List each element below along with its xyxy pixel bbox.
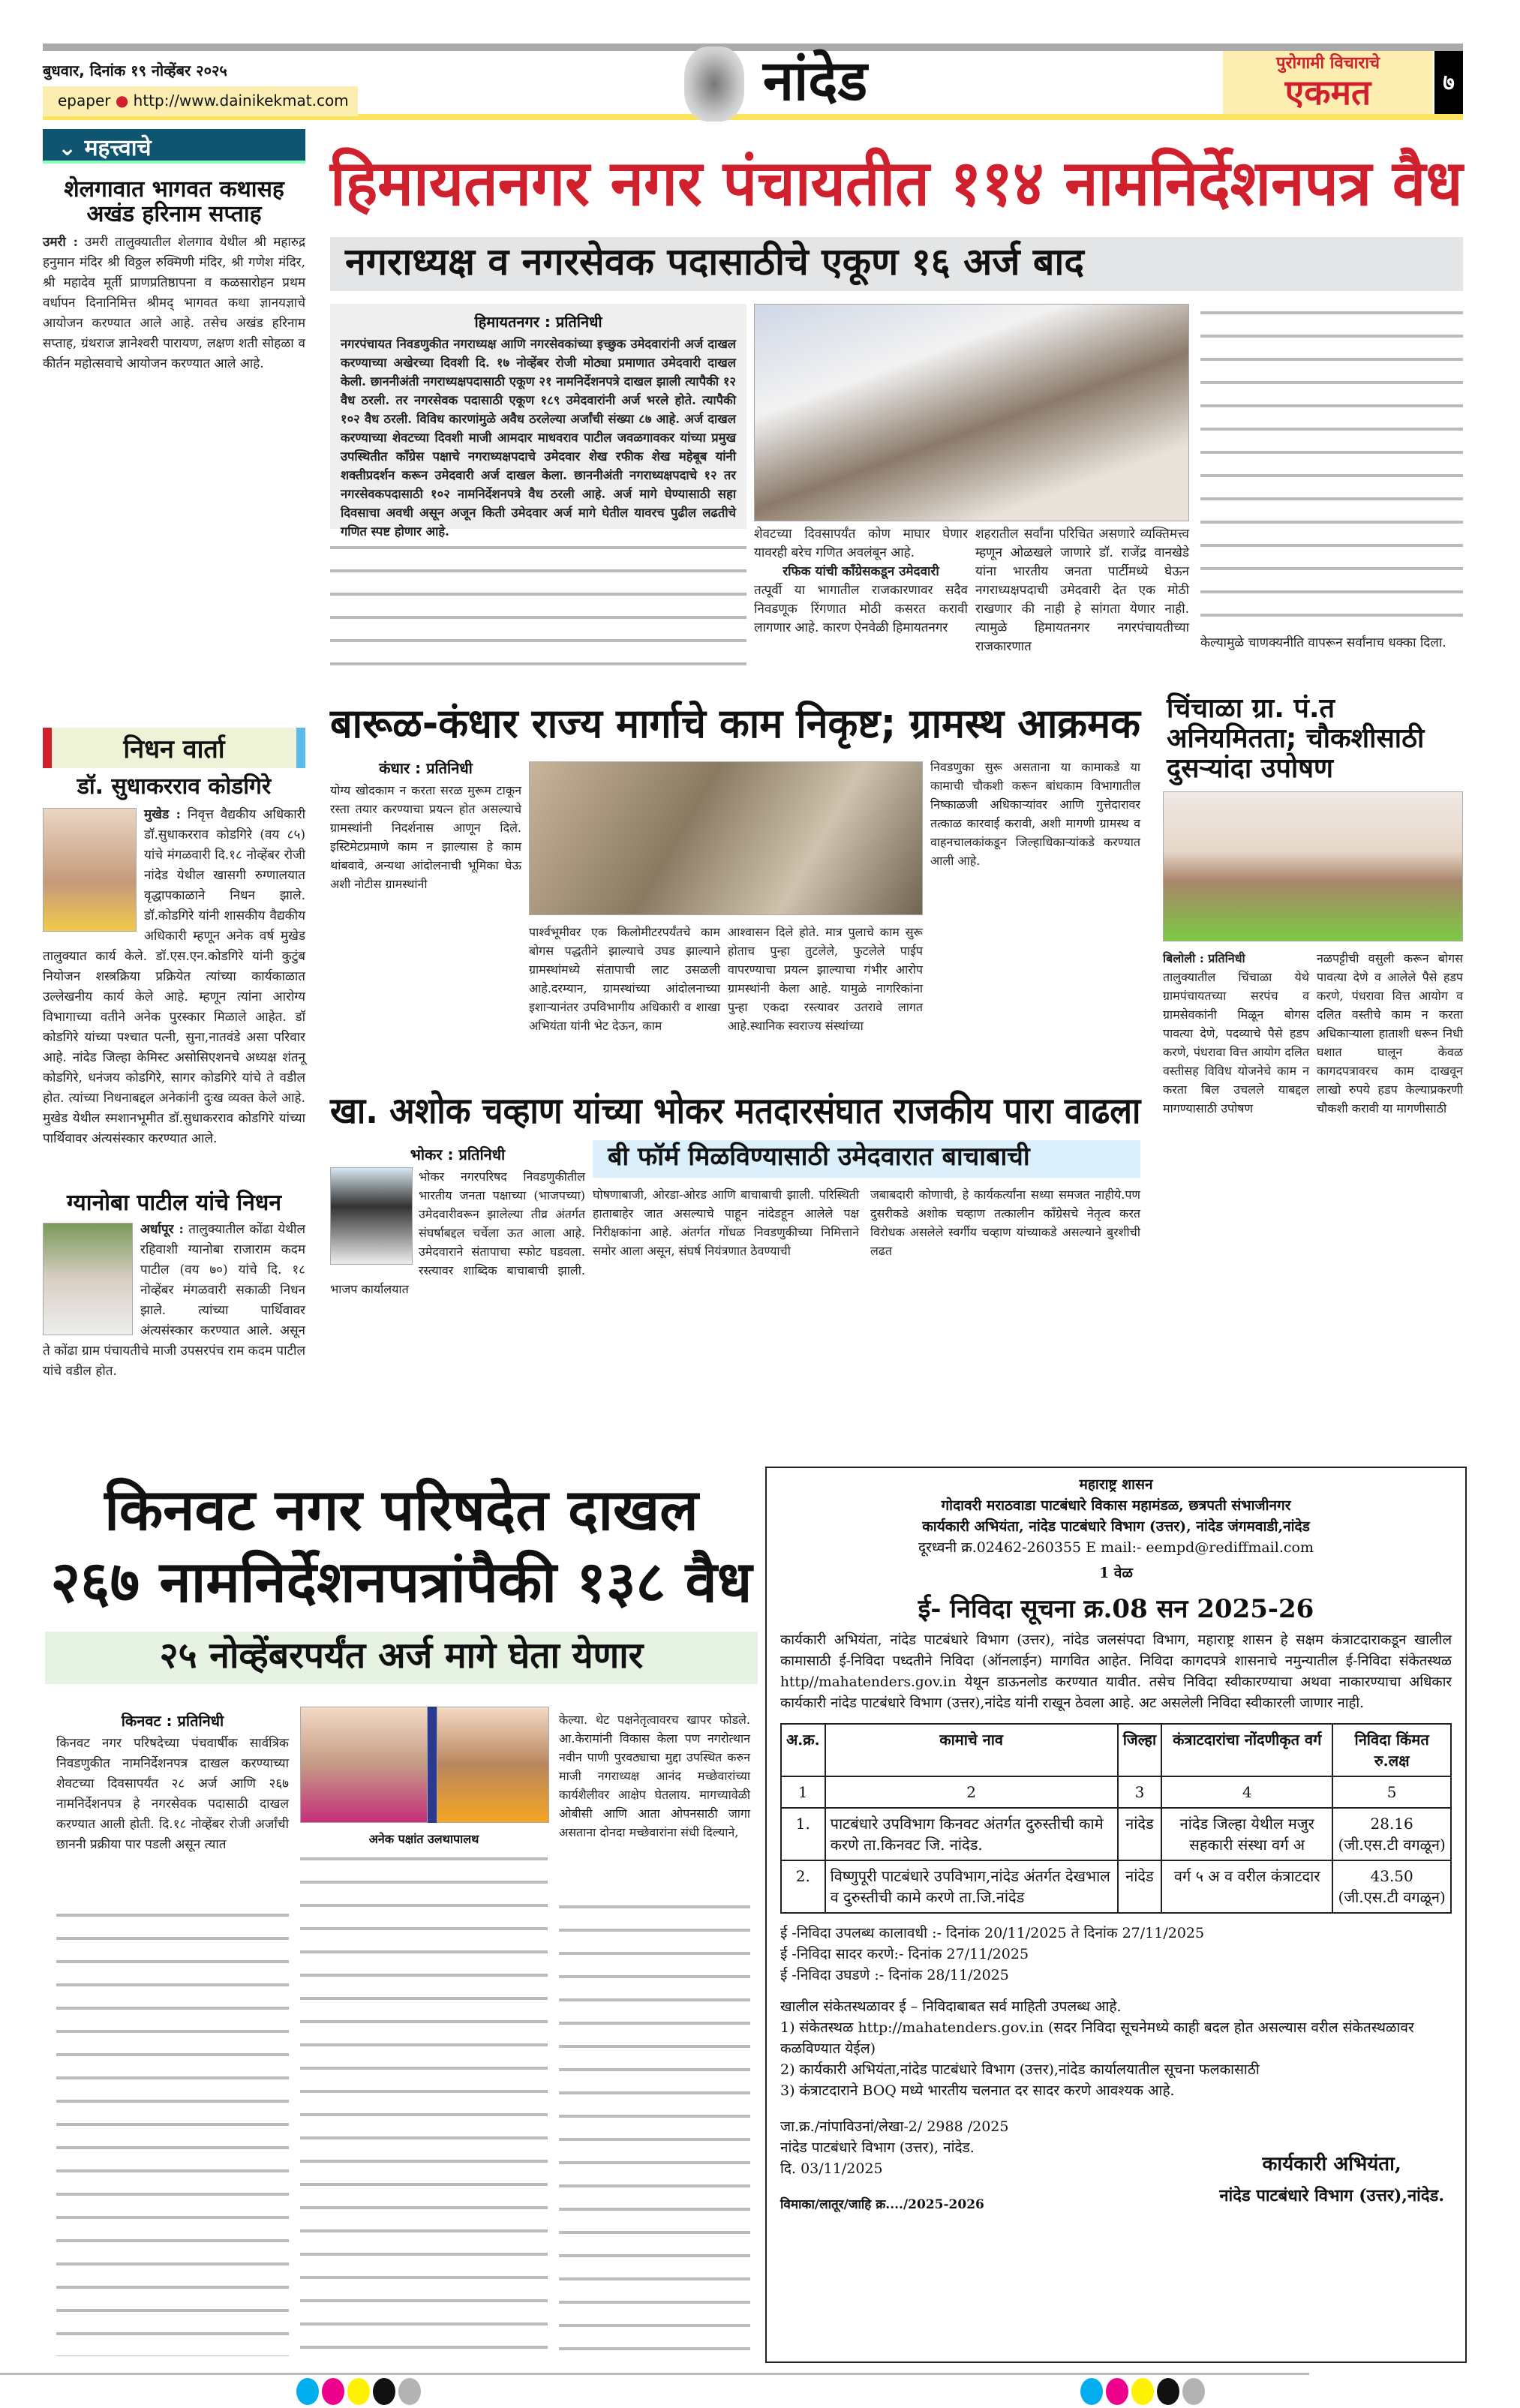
tender-info-item: 1) संकेतस्थळ http://mahatenders.gov.in (सदर निविदा सूचनेमध्ये काही बदल होत असल्यास वरील संकेतस्थळावर कळविण्यात येईल): [780, 2019, 1414, 2057]
tender-info-item: 2) कार्यकारी अभियंता,नांदेड पाटबंधारे विभाग (उत्तर),नांदेड कार्यालयातील सूचना फलकासाठी: [780, 2061, 1260, 2078]
registration-dot: [322, 2378, 344, 2405]
photo-caption: अनेक पक्षांत उलथापालथ: [368, 1832, 479, 1846]
obituary-name: डॉ. सुधाकरराव कोडगिरे: [77, 773, 272, 800]
story-body: उमरी : उमरी तालुक्यातील शेलगाव येथील श्री महारुद्र हनुमान मंदिर श्री विठ्ठल रुक्मिणी मंदिर, श्री गणेश मंदिर, श्री महादेव मूर्ती प्राणप्रतिष्ठापना व कळसारोहन प्रथम वर्धापन दिनानिमित्त श्रीमद् भागवत कथा ज्ञानयज्ञाचे आयोजन करण्यात आले आहे. तसेच अखंड हरिनाम सप्ताह, ग्रंथराज ज्ञानेश्वरी पारायण, लक्षण शती सोहळा व कीर्तन महोत्सवाचे आयोजन करण्यात आले आहे.: [43, 235, 305, 371]
epaper-link[interactable]: [43, 86, 358, 116]
kandhar-col4: निवडणुका सुरू असताना या कामाकडे या कामाची चौकशी करून बांधकाम विभागातील निष्काळजी अधिकाऱ्यांवर आणि गुत्तेदारावर तत्काळ कारवाई करावी, अशी मागणी ग्रामस्थ व वाहनचालकांकडून जिल्हाधिकाऱ्यांकडे करण्यात आली आहे.: [930, 760, 1140, 868]
tender-dates: [780, 1923, 1452, 1986]
table-column-number: 4: [1161, 1776, 1332, 1808]
table-cell: नांदेड जिल्हा येथील मजुर सहकारी संस्था वर्ग अ: [1161, 1808, 1332, 1860]
tender-notice: [765, 1467, 1467, 2363]
table-header: कंत्राटदारांचा नोंदणीकृत वर्ग: [1161, 1724, 1332, 1776]
table-cell: विष्णुपूरी पाटबंधारे उपविभाग,नांदेड अंतर्गत देखभाल व दुरुस्तीची कामे करणे ता.जि.नांदेड: [825, 1860, 1118, 1913]
bhokar-headline: खा. अशोक चव्हाण यांच्या भोकर मतदारसंघात राजकीय पारा वाढला: [330, 1090, 1141, 1132]
lead-body-text: [330, 539, 746, 666]
kinwat-col3: केल्या. थेट पक्षनेतृत्वावरच खापर फोडले. आ.केरामांनी विकास केला पण नगरोत्थान नवीन पाणी पुरवठ्याचा मुद्दा उपस्थित करुन माजी नगराध्यक्ष आनंद मच्छेवारांच्या कार्यशैलीवर आक्षेप घेतलाय. मागच्यावेळी ओबीसी आणि आता ओपनसाठी जागा असताना दोनदा मच्छेवारांना संधी दिल्याने,: [559, 1710, 750, 2363]
table-header: अ.क्र.: [781, 1724, 825, 1776]
registration-dot: [1157, 2378, 1179, 2405]
bhokar-col1: भोकर : प्रतिनिधी भोकर नगरपरिषद निवडणुकीतील भारतीय जनता पक्षाच्या (भाजपच्या) उमेदवारीवरून झालेल्या तीव्र अंतर्गत संघर्षाबद्दल चर्चेला ऊत आला आहे. उमेदवाराने संतापाचा स्फोट घडवला. रस्त्यावर शाब्दिक बाचाबाची झाली. भाजप कार्यालयात: [330, 1145, 585, 1296]
obituary-body: मुखेड : निवृत्त वैद्यकीय अधिकारी डॉ.सुधाकरराव कोडगिरे (वय ८५) यांचे मंगळवारी दि.१८ नोव्हेंबर रोजी नांदेड येथील खासगी रुग्णालयात वृद्धापकाळाने निधन झाले. डॉ.कोडगिरे यांनी शासकीय वैद्यकीय अधिकारी म्हणून अनेक वर्ष मुखेड तालुक्यात कार्य केले. डॉ.एस.एन.कोडगिरे यांनी कुटुंब नियोजन शस्त्रक्रिया प्रक्रियेत त्यांच्या कार्यकाळात उल्लेखनीय कार्य केले आहे. म्हणून त्यांना आरोग्य विभागाच्या वतीने अनेक पुरस्कार मिळाले आहेत. डॉ कोडगिरे यांच्या पश्चात पत्नी, सुना,नातवंडे असा परिवार आहे. नांदेड जिल्हा केमिस्ट असोसिएशनचे अध्यक्ष शंतनू कोडगिरे, धनंजय कोडगिरे, सागर कोडगिरे यांचे ते वडील होत. त्यांच्या निधनाबद्दल अनेकांनी दुःख व्यक्त केले आहे. मुखेड येथील स्मशानभूमीत डॉ.सुधाकरराव कोडगिरे यांच्या पार्थिवावर अंत्यसंस्कार करण्यात आले.: [43, 807, 305, 1146]
kinwat-col-middle: [300, 1830, 548, 2363]
tender-org-1: महाराष्ट्र शासन: [1079, 1476, 1153, 1493]
masthead: [43, 44, 1463, 120]
table-cell: वर्ग ५ अ व वरील कंत्राटदार: [1161, 1860, 1332, 1913]
edition-title: नांदेड: [763, 49, 868, 113]
registration-dot: [373, 2378, 395, 2405]
table-column-number: 3: [1118, 1776, 1161, 1808]
bhokar-col2: घोषणाबाजी, ओरडा-ओरड आणि बाचाबाची झाली. परिस्थिती हाताबाहेर जात असल्याचे पाहून नांदेडहून आलेले पक्ष निरीक्षकांना आहे. अंतर्गत गोंधळ निवडणुकीच्या निमित्ताने समोर आला असून, संघर्ष नियंत्रणात ठेवण्याची: [593, 1187, 859, 1258]
table-column-number: 2: [825, 1776, 1118, 1808]
nanded-logo-emblem-icon: [684, 47, 744, 122]
obituary-body: अर्धापूर : तालुक्यातील कोंढा येथील रहिवाशी ग्यानोबा राजाराम कदम पाटील (वय ७०) यांचे दि. १८ नोव्हेंबर मंगळवारी सकाळी निधन झाले. त्यांच्या पार्थिवावर अंत्यसंस्कार करण्यात आले. असून ते कोंढा ग्राम पंचायतीचे माजी उपसरपंच राम कदम पाटील यांचे वडील होत.: [43, 1222, 305, 1379]
tender-ref-date: दि. 03/11/2025: [780, 2160, 883, 2177]
tender-org-3: कार्यकारी अभियंता, नांदेड पाटबंधारे विभाग (उत्तर), नांदेड जंगमवाडी,नांदेड: [922, 1518, 1310, 1535]
kandhar-col1: कंधार : प्रतिनिधी योग्य खोदकाम न करता सरळ मुरूम टाकून रस्ता तयार करण्याचा प्रयत्न होत असल्याचे ग्रामस्थांनी निदर्शनास आणून दिले. इस्टिमेटप्रमाणे काम न झाल्यास हे काम थांबवावे, अन्यथा आंदोलनाची भूमिका घेऊ अशी नोटीस ग्रामस्थांनी: [330, 759, 521, 891]
obituary-photo: [43, 1223, 133, 1335]
tender-info-list: [780, 2017, 1452, 2101]
lead-headline: हिमायतनगर नगर पंचायतीत ११४ नामनिर्देशनपत्र वैध: [330, 146, 1463, 220]
table-cell: पाटबंधारे उपविभाग किनवट अंतर्गत दुरुस्तीची कामे करणे ता.किनवट जि. नांदेड.: [825, 1808, 1118, 1860]
bottom-rule: [0, 2373, 1309, 2375]
registration-dot: [398, 2378, 421, 2405]
signatory-office: नांदेड पाटबंधारे विभाग (उत्तर),नांदेड.: [1219, 2186, 1444, 2205]
epaper-label: epaper: [58, 92, 111, 110]
registration-dot: [1131, 2378, 1154, 2405]
tender-contact: दूरध्वनी क्र.02462-260355 E mail:- eempd@rediffmail.com: [918, 1539, 1314, 1556]
paper-brand: [1223, 51, 1433, 114]
kinwat-col1: किनवट : प्रतिनिधी किनवट नगर परिषदेच्या पंचवार्षीक सार्वत्रिक निवडणुकीत नामनिर्देशनपत्र दाखल करण्याच्या शेवटच्या दिवसापर्यंत २८ अर्ज आणि २६७ नामनिर्देशनपत्र हे नगरसेवक पदासाठी दाखल करण्यात आली होती. दि.१८ नोव्हेंबर रोजी अर्जांची छाननी प्रक्रीया पार पडली असून त्यात: [56, 1710, 289, 2363]
obituary-photo: [43, 808, 137, 932]
registration-marks-right: [1080, 2378, 1208, 2408]
table-column-number: 1: [781, 1776, 825, 1808]
chinchala-col1: बिलोली : प्रतिनिधी तालुक्यातील चिंचाळा येथे ग्रामपंचायतच्या सरपंच व ग्रामसेवकांनी मिळून बोगस पावत्या देणे, पदव्याचे पैसे हडप करणे, पंधरावा वित्त आयोग दलित वस्तीसह विविध योजनेचे काम न करता बिल उचलले याबद्दल मागण्यासाठी उपोषण: [1163, 951, 1309, 1115]
epaper-icon: ●: [115, 92, 129, 110]
lead-subhead: रफिक यांची काँग्रेसकडून उमेदवारी: [783, 564, 939, 579]
lead-body-col3: केल्यामुळे चाणक्यनीति वापरून सर्वांनाच धक्का दिला.: [1200, 304, 1463, 671]
chinchala-headline: चिंचाळा ग्रा. पं.त अनियमितता; चौकशीसाठी दुसऱ्यांदा उपोषण: [1167, 693, 1425, 784]
bhokar-subheadline: बी फॉर्म मिळविण्यासाठी उमेदवारात बाचाबाची: [593, 1140, 1140, 1178]
tender-ad-code: विमाका/लातूर/जाहि क्र..../2025-2026: [780, 2197, 984, 2212]
kandhar-headline: बारूळ-कंधार राज्य मार्गाचे काम निकृष्ट; ग्रामस्थ आक्रमक: [330, 700, 1140, 747]
photo-divider: [428, 1707, 437, 1823]
kinwat-headline: किनवट नगर परिषदेत दाखल २६७ नामनिर्देशनपत्रांपैकी १३८ वैध: [50, 1476, 752, 1615]
bhokar-photo-portrait: [330, 1167, 413, 1265]
kinwat-photo-candidate-1: [300, 1707, 428, 1823]
registration-dot: [347, 2378, 370, 2405]
tender-title: ई- निविदा सूचना क्र.08 सन 2025-26: [918, 1594, 1314, 1624]
tender-ref-no: जा.क्र./नांपाविउनां/लेखा-2/ 2988 /2025: [780, 2118, 1009, 2135]
table-cell: 28.16 (जी.एस.टी वगळून): [1332, 1808, 1451, 1860]
brand-tagline: पुरोगामी विचाराचे: [1275, 54, 1380, 73]
tender-date-line: ई -निविदा उघडणे :- दिनांक 28/11/2025: [780, 1967, 1009, 1983]
tender-intro: कार्यकारी अभियंता, नांदेड पाटबंधारे विभाग (उत्तर), नांदेड जलसंपदा विभाग, महाराष्ट्र शासन हे सक्षम कंत्राटदाराकडून खालील कामासाठी ई-निविदा पध्दतीने निविदा (ऑनलाईन) मागवित आहेत. निविदा कागदपत्रे शासनाचे नमुन्यातील ई-निविदा संकेतस्थळ http//mahatenders.gov.in येथून डाऊनलोड करण्यात यावीत. तसेच निविदा स्वीकारण्याचा अथवा नाकारण्याचा अधिकार कार्यकारी नांदेड पाटबंधारे विभाग (उत्तर),नांदेड यांनी राखून ठेवला आहे. अट असलेली निविदा स्वीकारली जाणार नाही.: [780, 1632, 1452, 1711]
table-cell: नांदेड: [1118, 1860, 1161, 1913]
lead-photo-rally: [754, 304, 1189, 521]
lead-body-col1: शेवटच्या दिवसापर्यंत कोण माघार घेणार यावरही बरेच गणित अवलंबून आहे. रफिक यांची काँग्रेसकडून उमेदवारी तत्पूर्वी या भागातील राजकारणावर सदैव निवडणूक रिंगणात मोठी कसरत करावी लागणार आहे. कारण ऐनवेळी हिमायतनगर: [754, 527, 968, 635]
registration-dot: [1080, 2378, 1103, 2405]
registration-marks-left: [296, 2378, 424, 2408]
kandhar-col2: पार्श्वभूमीवर एक किलोमीटरपर्यंतचे काम बोगस पद्धतीने झाल्याचे उघड झाल्याने ग्रामस्थांमध्ये संतापाची लाट उसळली आहे.दरम्यान, ग्रामस्थांच्या आंदोलनाच्या इशाऱ्यानंतर उपविभागीय अधिकारी व शाखा अभियंता यांनी भेट देऊन, काम: [529, 925, 720, 1033]
kandhar-col3: आश्वासन दिले होते. मात्र पुलाचे काम सुरू होताच पुन्हा तुटलेले, फुटलेले पाईप वापरण्याचा प्रयत्न झाल्याचा गंभीर आरोप ग्रामस्थांनी केला आहे. यामुळे नागरिकांना पुन्हा एकदा रस्त्यावर उतरावे लागत आहे.स्थानिक स्वराज्य संस्थांच्या: [728, 925, 923, 1033]
bhokar-col3: जबाबदारी कोणाची, हे कार्यकर्त्यांना सध्या समजत नाहीये.पण दुसरीकडे अशोक चव्हाण तत्कालीन काँग्रेसचे नेतृत्व करत विरोधक असलेले स्वर्गीय चव्हाण यांच्याकडे असल्याने बुरशीची लढत: [870, 1187, 1140, 1258]
table-cell: नांदेड: [1118, 1808, 1161, 1860]
issue-date: बुधवार, दिनांक १९ नोव्हेंबर २०२५: [43, 62, 227, 80]
kandhar-photo-road: [529, 761, 923, 915]
tender-date-line: ई -निविदा सादर करणे:- दिनांक 27/11/2025: [780, 1946, 1029, 1962]
sidebar: [43, 129, 305, 1407]
chinchala-col2: नळपट्टीची वसुली करून बोगस पावत्या देणे व आलेले पैसे हडप करणे, पंधरावा वित्त आयोग व दलित वस्तीचे काम न करता अधिकाऱ्याला हाताशी धरून निधी घशात घालून केवळ कागदपत्रावरच काम दाखवून लाखो रुपये हडप केल्याप्रकरणी चौकशी करावी या मागणीसाठी: [1317, 951, 1463, 1115]
tender-info-intro: खालील संकेतस्थळावर ई – निविदाबाबत सर्व माहिती उपलब्ध आहे.: [780, 1998, 1122, 2015]
page-number: ७: [1434, 51, 1463, 114]
section-header-obituary: निधन वार्ता: [43, 728, 305, 768]
signatory-title: कार्यकारी अभियंता,: [1262, 2153, 1401, 2175]
obituary-name: ग्यानोबा पाटील यांचे निधन: [66, 1190, 282, 1216]
table-cell: 2.: [781, 1860, 825, 1913]
tender-info-item: 3) कंत्राटदाराने BOQ मध्ये भारतीय चलनात दर सादर करणे आवश्यक आहे.: [780, 2082, 1175, 2099]
tender-frequency: 1 वेळ: [1099, 1565, 1133, 1581]
tender-org-2: गोदावरी मराठवाडा पाटबंधारे विकास महामंडळ, छत्रपती संभाजीनगर: [941, 1497, 1291, 1514]
section-header-important: ⌄ महत्त्वाचे: [43, 129, 305, 164]
chevron-down-icon: ⌄: [58, 135, 77, 161]
story-headline: शेलगावात भागवत कथासह अखंड हरिनाम सप्ताह: [64, 176, 284, 227]
brand-name: एकमत: [1284, 72, 1371, 113]
lead-intro-box: हिमायतनगर : प्रतिनिधी नगरपंचायत निवडणुकीत नगराध्यक्ष आणि नगरसेवकांच्या इच्छुक उमेदवारांनी अर्ज दाखल करण्याच्या अखेरच्या दिवशी दि. १७ नोव्हेंबर रोजी मोठ्या प्रमाणात उमेदवारी दाखल केली. छाननीअंती नगराध्यक्षपदासाठी एकूण २१ नामनिर्देशनपत्रे दाखल झाली त्यापैकी १२ वैध ठरली. तर नगरसेवक पदासाठी एकूण १८९ उमेदवारांनी अर्ज भरले होते. त्यापैकी १०२ वैध ठरली. विविध कारणांमुळे अवैध ठरलेल्या अर्जांची संख्या ८७ आहे. अर्ज दाखल करण्याच्या शेवटच्या दिवशी माजी आमदार माधवराव पाटील जवळगावकर यांच्या प्रमुख उपस्थितीत काँग्रेस पक्षाचे नगराध्यक्षपदाचे उमेदवार शेख रफीक शेख महेबूब यांनी शक्तीप्रदर्शन करून उमेदवारी अर्ज दाखल केला. छाननीअंती नगराध्यक्षपदाचे १२ तर नगरसेवकपदासाठी १०२ नामनिर्देशनपत्रे वैध ठरली आहे. अर्ज मागे घेण्यासाठी सहा दिवसाचा अवधी असून अजून किती उमेदवार अर्ज मागे घेतील यावरच पुढील लढतीचे गणित स्पष्ट होणार आहे.: [330, 304, 746, 529]
registration-dot: [1182, 2378, 1205, 2405]
registration-dot: [296, 2378, 319, 2405]
table-cell: 43.50 (जी.एस.टी वगळून): [1332, 1860, 1451, 1913]
epaper-url[interactable]: http://www.dainikekmat.com: [133, 92, 349, 110]
kinwat-photo-candidate-2: [437, 1707, 549, 1823]
table-row: [781, 1808, 1451, 1860]
table-row: [781, 1860, 1451, 1913]
table-column-number: 5: [1332, 1776, 1451, 1808]
tender-date-line: ई -निविदा उपलब्ध कालावधी :- दिनांक 20/11/2025 ते दिनांक 27/11/2025: [780, 1925, 1205, 1941]
registration-dot: [1106, 2378, 1128, 2405]
table-header: जिल्हा: [1118, 1724, 1161, 1776]
table-header: कामाचे नाव: [825, 1724, 1118, 1776]
tender-ref-office: नांदेड पाटबंधारे विभाग (उत्तर), नांदेड.: [780, 2139, 975, 2156]
table-header: निविदा किंमत रु.लक्ष: [1332, 1724, 1451, 1776]
tender-table: [780, 1723, 1452, 1914]
lead-body-col2: शहरातील सर्वांना परिचित असणारे व्यक्तिमत्त्व म्हणून ओळखले जाणारे डॉ. राजेंद्र वानखेडे यांना भारतीय जनता पार्टीमध्ये घेऊन नगराध्यक्षपदाची उमेदवारी देत एक मोठी राखणार की नाही हे सांगता येणार नाही. त्यामुळे हिमायतनगर नगरपंचायतीच्या राजकारणात: [975, 527, 1189, 654]
lead-subheadline: नगराध्यक्ष व नगरसेवक पदासाठीचे एकूण १६ अर्ज बाद: [330, 237, 1463, 291]
chinchala-photo-hunger-strike: [1163, 791, 1463, 941]
kinwat-subheadline: २५ नोव्हेंबरपर्यंत अर्ज मागे घेता येणार: [45, 1632, 758, 1684]
table-cell: 1.: [781, 1808, 825, 1860]
